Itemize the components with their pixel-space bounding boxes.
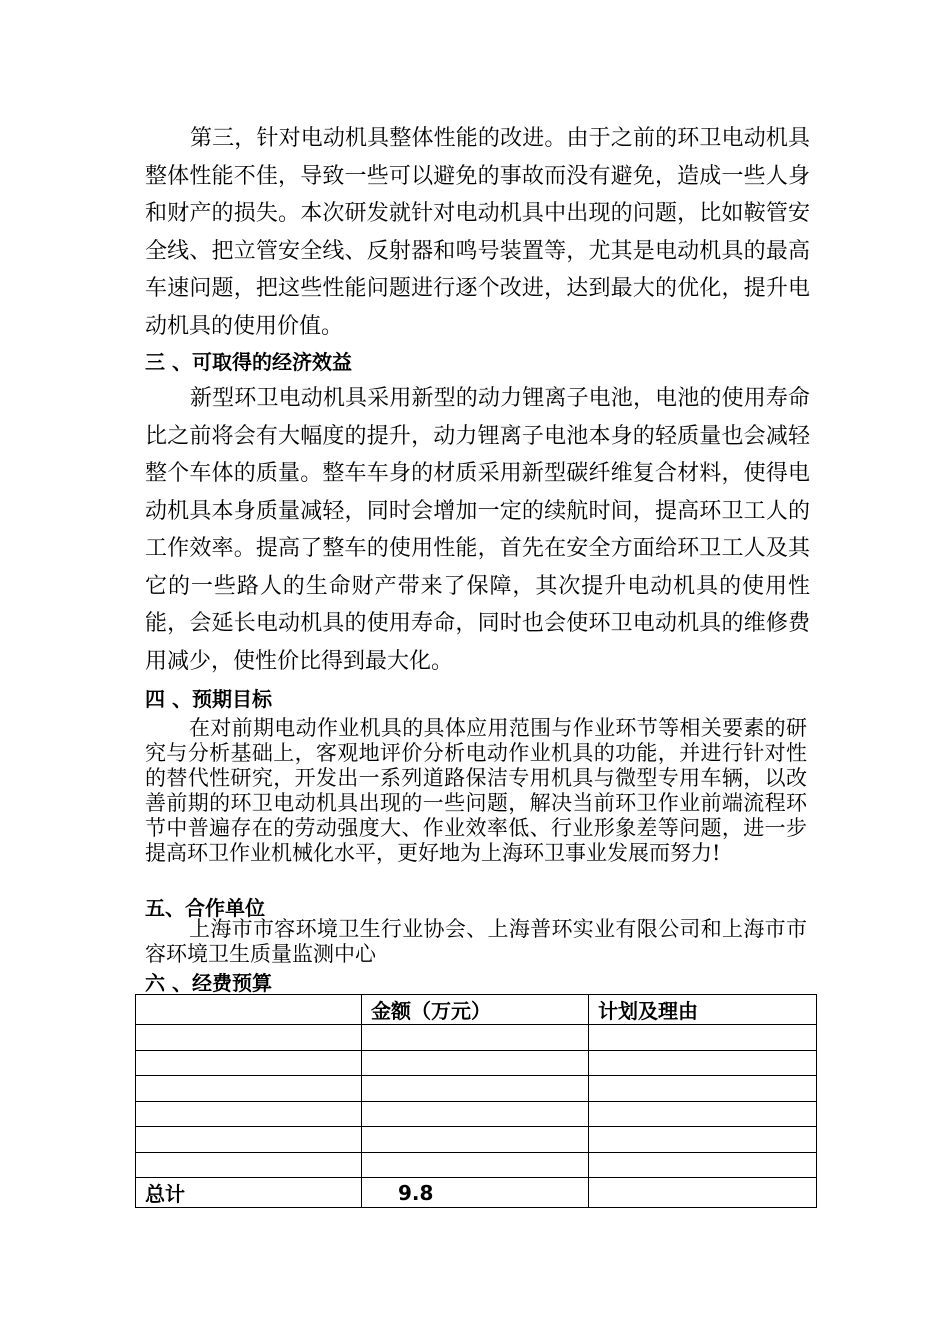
table-row xyxy=(136,1101,817,1127)
table-cell xyxy=(589,1127,817,1153)
total-reason-cell xyxy=(589,1178,817,1208)
section3-body: 新型环卫电动机具采用新型的动力锂离子电池，电池的使用寿命比之前将会有大幅度的提升，动力锂离子电池本身的轻质量也会减轻整个车体的质量。整车车身的材质采用新型碳纤维复合材料，使得电动机具本身质量减轻，同时会增加一定的续航时间，提高环卫工人的工作效率。提高了整车的使用性能，首先在安全方面给环卫工人及其它的一些路人的生命财产带来了保障，其次提升电动机具的使用性能，会延长电动机具的使用寿命，同时也会使环卫电动机具的维修费用减少，使性价比得到最大化。 xyxy=(145,386,810,674)
table-cell xyxy=(589,1025,817,1051)
section5-heading: 五、合作单位 xyxy=(145,896,265,920)
table-cell xyxy=(362,1101,589,1127)
section4-body: 在对前期电动作业机具的具体应用范围与作业环节等相关要素的研究与分析基础上，客观地评价分析电动作业机具的功能，并进行针对性的替代性研究，开发出一系列道路保洁专用机具与微型专用车辆，以改善前期的环卫电动机具出现的一些问题，解决当前环卫作业前端流程环节中普遍存在的劳动强度大、作业效率低、行业形象差等问题，进一步提高环卫作业机械化水平，更好地为上海环卫事业发展而努力! xyxy=(145,716,807,865)
total-label-cell: 总计 xyxy=(136,1178,362,1208)
table-cell xyxy=(136,1025,362,1051)
table-cell xyxy=(136,1127,362,1153)
table-row xyxy=(136,1025,817,1051)
table-cell xyxy=(136,1101,362,1127)
table-cell xyxy=(589,1076,817,1102)
table-cell xyxy=(589,1050,817,1076)
table-cell xyxy=(589,1152,817,1178)
table-row xyxy=(136,1076,817,1102)
section5-body: 上海市市容环境卫生行业协会、上海普环实业有限公司和上海市市容环境卫生质量监测中心 xyxy=(145,917,807,966)
table-row xyxy=(136,1050,817,1076)
table-header-row xyxy=(136,995,817,1025)
table-cell xyxy=(362,1050,589,1076)
header-cell-amount: 金额（万元） xyxy=(362,995,589,1025)
section6-heading: 六 、经费预算 xyxy=(145,971,272,995)
header-cell-reason: 计划及理由 xyxy=(589,995,817,1025)
section4-heading: 四 、预期目标 xyxy=(145,687,272,711)
table-row xyxy=(136,1152,817,1178)
table-cell xyxy=(589,1101,817,1127)
total-amount-cell: 9.8 xyxy=(362,1178,589,1208)
table-cell xyxy=(136,1076,362,1102)
table-cell xyxy=(136,1050,362,1076)
header-cell-item xyxy=(136,995,362,1025)
table-cell xyxy=(362,1152,589,1178)
table-total-row xyxy=(136,1178,817,1208)
table-cell xyxy=(362,1025,589,1051)
table-cell xyxy=(362,1076,589,1102)
section3-heading: 三 、可取得的经济效益 xyxy=(145,350,352,374)
table-cell xyxy=(362,1127,589,1153)
budget-table xyxy=(135,994,817,1208)
table-cell xyxy=(136,1152,362,1178)
paragraph-improvement: 第三，针对电动机具整体性能的改进。由于之前的环卫电动机具整体性能不佳，导致一些可以避免的事故而没有避免，造成一些人身和财产的损失。本次研发就针对电动机具中出现的问题，比如鞍管安全线、把立管安全线、反射器和鸣号装置等，尤其是电动机具的最高车速问题，把这些性能问题进行逐个改进，达到最大的优化，提升电动机具的使用价值。 xyxy=(145,126,810,339)
table-row xyxy=(136,1127,817,1153)
